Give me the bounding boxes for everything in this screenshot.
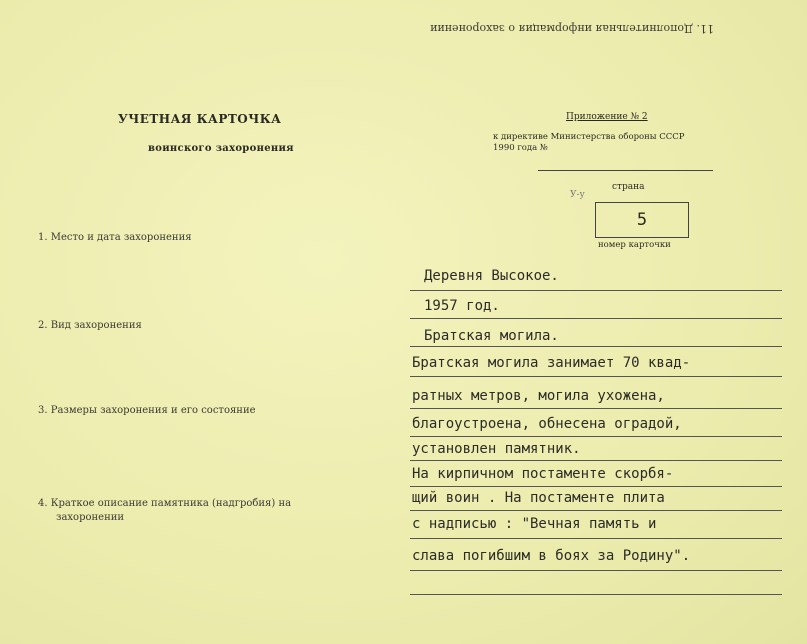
typed-line: Братская могила. [424,328,559,344]
form-rule [410,376,782,377]
form-rule [410,594,782,595]
typed-line: На кирпичном постаменте скорбя- [412,466,674,482]
appendix-year: 1990 года № [493,143,548,153]
form-rule [410,318,782,319]
strana-label: страна [612,182,645,192]
typed-line: с надписью : "Вечная память и [412,516,657,532]
typed-line: ратных метров, могила ухожена, [412,388,665,404]
field-label-monument-description: 4. Краткое описание памятника (надгробия) на [38,498,292,509]
form-rule [410,570,782,571]
appendix-title: Приложение № 2 [566,112,648,122]
form-rule [410,408,782,409]
typed-line: Деревня Высокое. [424,268,559,284]
typed-line: щий воин . На постаменте плита [412,490,665,506]
form-rule [410,538,782,539]
additional-info-heading: 11. Дополнительная информация о захоронении [430,22,714,35]
field-label-burial-place-date: 1. Место и дата захоронения [38,232,192,243]
field-label-burial-type: 2. Вид захоронения [38,320,142,331]
typed-line: 1957 год. [424,298,500,314]
typed-line: Братская могила занимает 70 квад- [412,355,691,371]
typed-line: благоустроена, обнесена оградой, [412,416,682,432]
card-subtitle: воинского захоронения [148,143,294,154]
typed-line: слава погибшим в боях за Родину". [412,548,691,564]
handwritten-mark: У-у [570,190,585,200]
typed-line: установлен памятник. [412,441,581,457]
field-label-burial-size-condition: 3. Размеры захоронения и его состояние [38,405,256,416]
appendix-directive: к директиве Министерства обороны СССР [493,132,685,142]
form-rule [410,346,782,347]
form-rule [410,510,782,511]
field-label-monument-description-cont: захоронении [56,512,125,523]
card-title: УЧЕТНАЯ КАРТОЧКА [118,112,282,126]
form-rule [410,486,782,487]
strana-line [538,170,713,171]
card-number-caption: номер карточки [598,240,671,250]
form-rule [410,436,782,437]
form-rule [410,460,782,461]
card-number-box: 5 [595,202,689,238]
form-rule [410,290,782,291]
